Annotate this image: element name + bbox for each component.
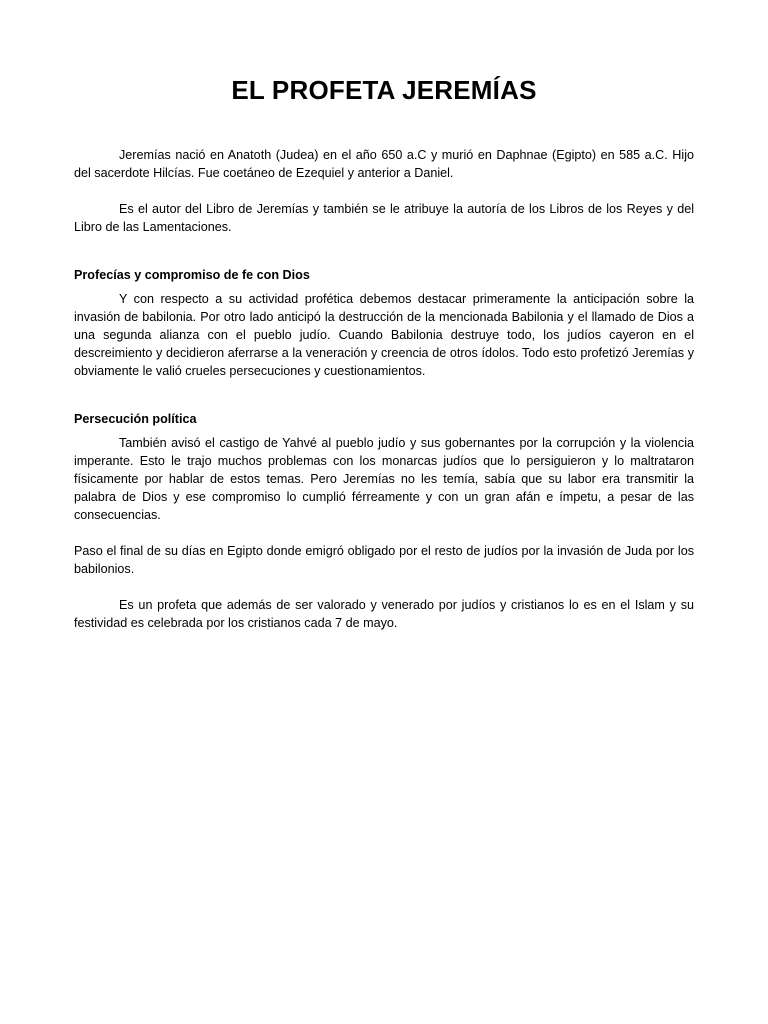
section-paragraph: También avisó el castigo de Yahvé al pueblo judío y sus gobernantes por la corrupción y la violencia imperante. Esto le trajo muchos problemas con los monarcas judíos que lo persiguieron y lo maltrataron físicamente por hablar de estos temas. Pero Jeremías no les temía, sabía que su labor era transmitir la palabra de Dios y ese compromiso lo cumplió férreamente y con un gran afán e ímpetu, a pesar de las consecuencias. (74, 436, 694, 522)
spacer (74, 380, 694, 404)
section-paragraph: Es un profeta que además de ser valorado y venerado por judíos y cristianos lo es en el Islam y su festividad es celebrada por los cristianos cada 7 de mayo. (74, 598, 694, 630)
intro-paragraph-2: Es el autor del Libro de Jeremías y también se le atribuye la autoría de los Libros de los Reyes y del Libro de las Lamentaciones. (74, 202, 694, 234)
spacer (74, 236, 694, 260)
document-body (74, 146, 694, 632)
intro-paragraph-1: Jeremías nació en Anatoth (Judea) en el año 650 a.C y murió en Daphnae (Egipto) en 585 a.C. Hijo del sacerdote Hilcías. Fue coetáneo de Ezequiel y anterior a Daniel. (74, 148, 694, 180)
section-profecias (74, 266, 694, 380)
section-paragraph: Paso el final de su días en Egipto donde emigró obligado por el resto de judíos por la invasión de Juda por los babilonios. (74, 544, 694, 576)
spacer (74, 578, 694, 596)
spacer (74, 524, 694, 542)
section-persecucion (74, 410, 694, 632)
section-heading: Persecución política (74, 412, 197, 426)
document-title: EL PROFETA JEREMÍAS (231, 75, 537, 105)
section-heading: Profecías y compromiso de fe con Dios (74, 268, 310, 282)
section-paragraph: Y con respecto a su actividad profética debemos destacar primeramente la anticipación sobre la invasión de babilonia. Por otro lado anticipó la destrucción de la mencionada Babilonia y el llamado de Dios a una segunda alianza con el pueblo judío. Cuando Babilonia destruye todo, los judíos cayeron en el descreimiento y decidieron aferrarse a la veneración y creencia de otros ídolos. Todo esto profetizó Jeremías y obviamente le valió crueles persecuciones y cuestionamientos. (74, 292, 694, 378)
spacer (74, 182, 694, 200)
